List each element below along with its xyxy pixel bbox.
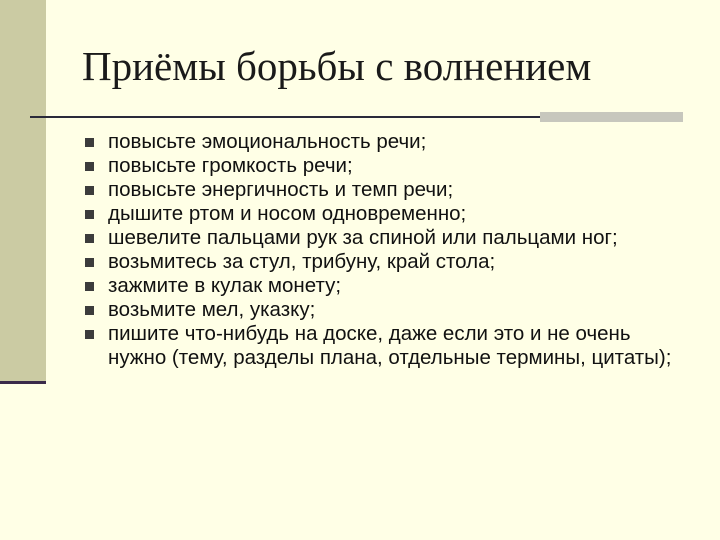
list-item [82, 202, 682, 226]
list-item [82, 250, 682, 274]
square-bullet-icon [85, 210, 94, 219]
list-item-text: пишите что-нибудь на доске, даже если это и не очень нужно (тему, разделы плана, отдельные термины, цитаты); [108, 322, 672, 369]
list-item [82, 322, 682, 370]
square-bullet-icon [85, 162, 94, 171]
list-item [82, 130, 682, 154]
list-item-text: повысьте эмоциональность речи; [108, 130, 427, 153]
title-underline [30, 116, 540, 118]
list-item-text: шевелите пальцами рук за спиной или пальцами ног; [108, 226, 618, 249]
list-item-text: повысьте энергичность и темп речи; [108, 178, 454, 201]
list-item [82, 298, 682, 322]
square-bullet-icon [85, 306, 94, 315]
slide-title: Приёмы борьбы с волнением [82, 43, 592, 89]
list-item [82, 226, 682, 250]
list-item-text: зажмите в кулак монету; [108, 274, 342, 297]
title-accent-bar [540, 112, 683, 122]
square-bullet-icon [85, 138, 94, 147]
square-bullet-icon [85, 330, 94, 339]
square-bullet-icon [85, 282, 94, 291]
list-item [82, 274, 682, 298]
side-decoration-band [0, 0, 46, 383]
square-bullet-icon [85, 186, 94, 195]
list-item-text: возьмитесь за стул, трибуну, край стола; [108, 250, 496, 273]
square-bullet-icon [85, 258, 94, 267]
list-item [82, 154, 682, 178]
bullet-list [82, 130, 682, 370]
list-item-text: повысьте громкость речи; [108, 154, 353, 177]
list-item-text: дышите ртом и носом одновременно; [108, 202, 467, 225]
list-item [82, 178, 682, 202]
square-bullet-icon [85, 234, 94, 243]
list-item-text: возьмите мел, указку; [108, 298, 316, 321]
side-decoration-tick [0, 381, 46, 384]
